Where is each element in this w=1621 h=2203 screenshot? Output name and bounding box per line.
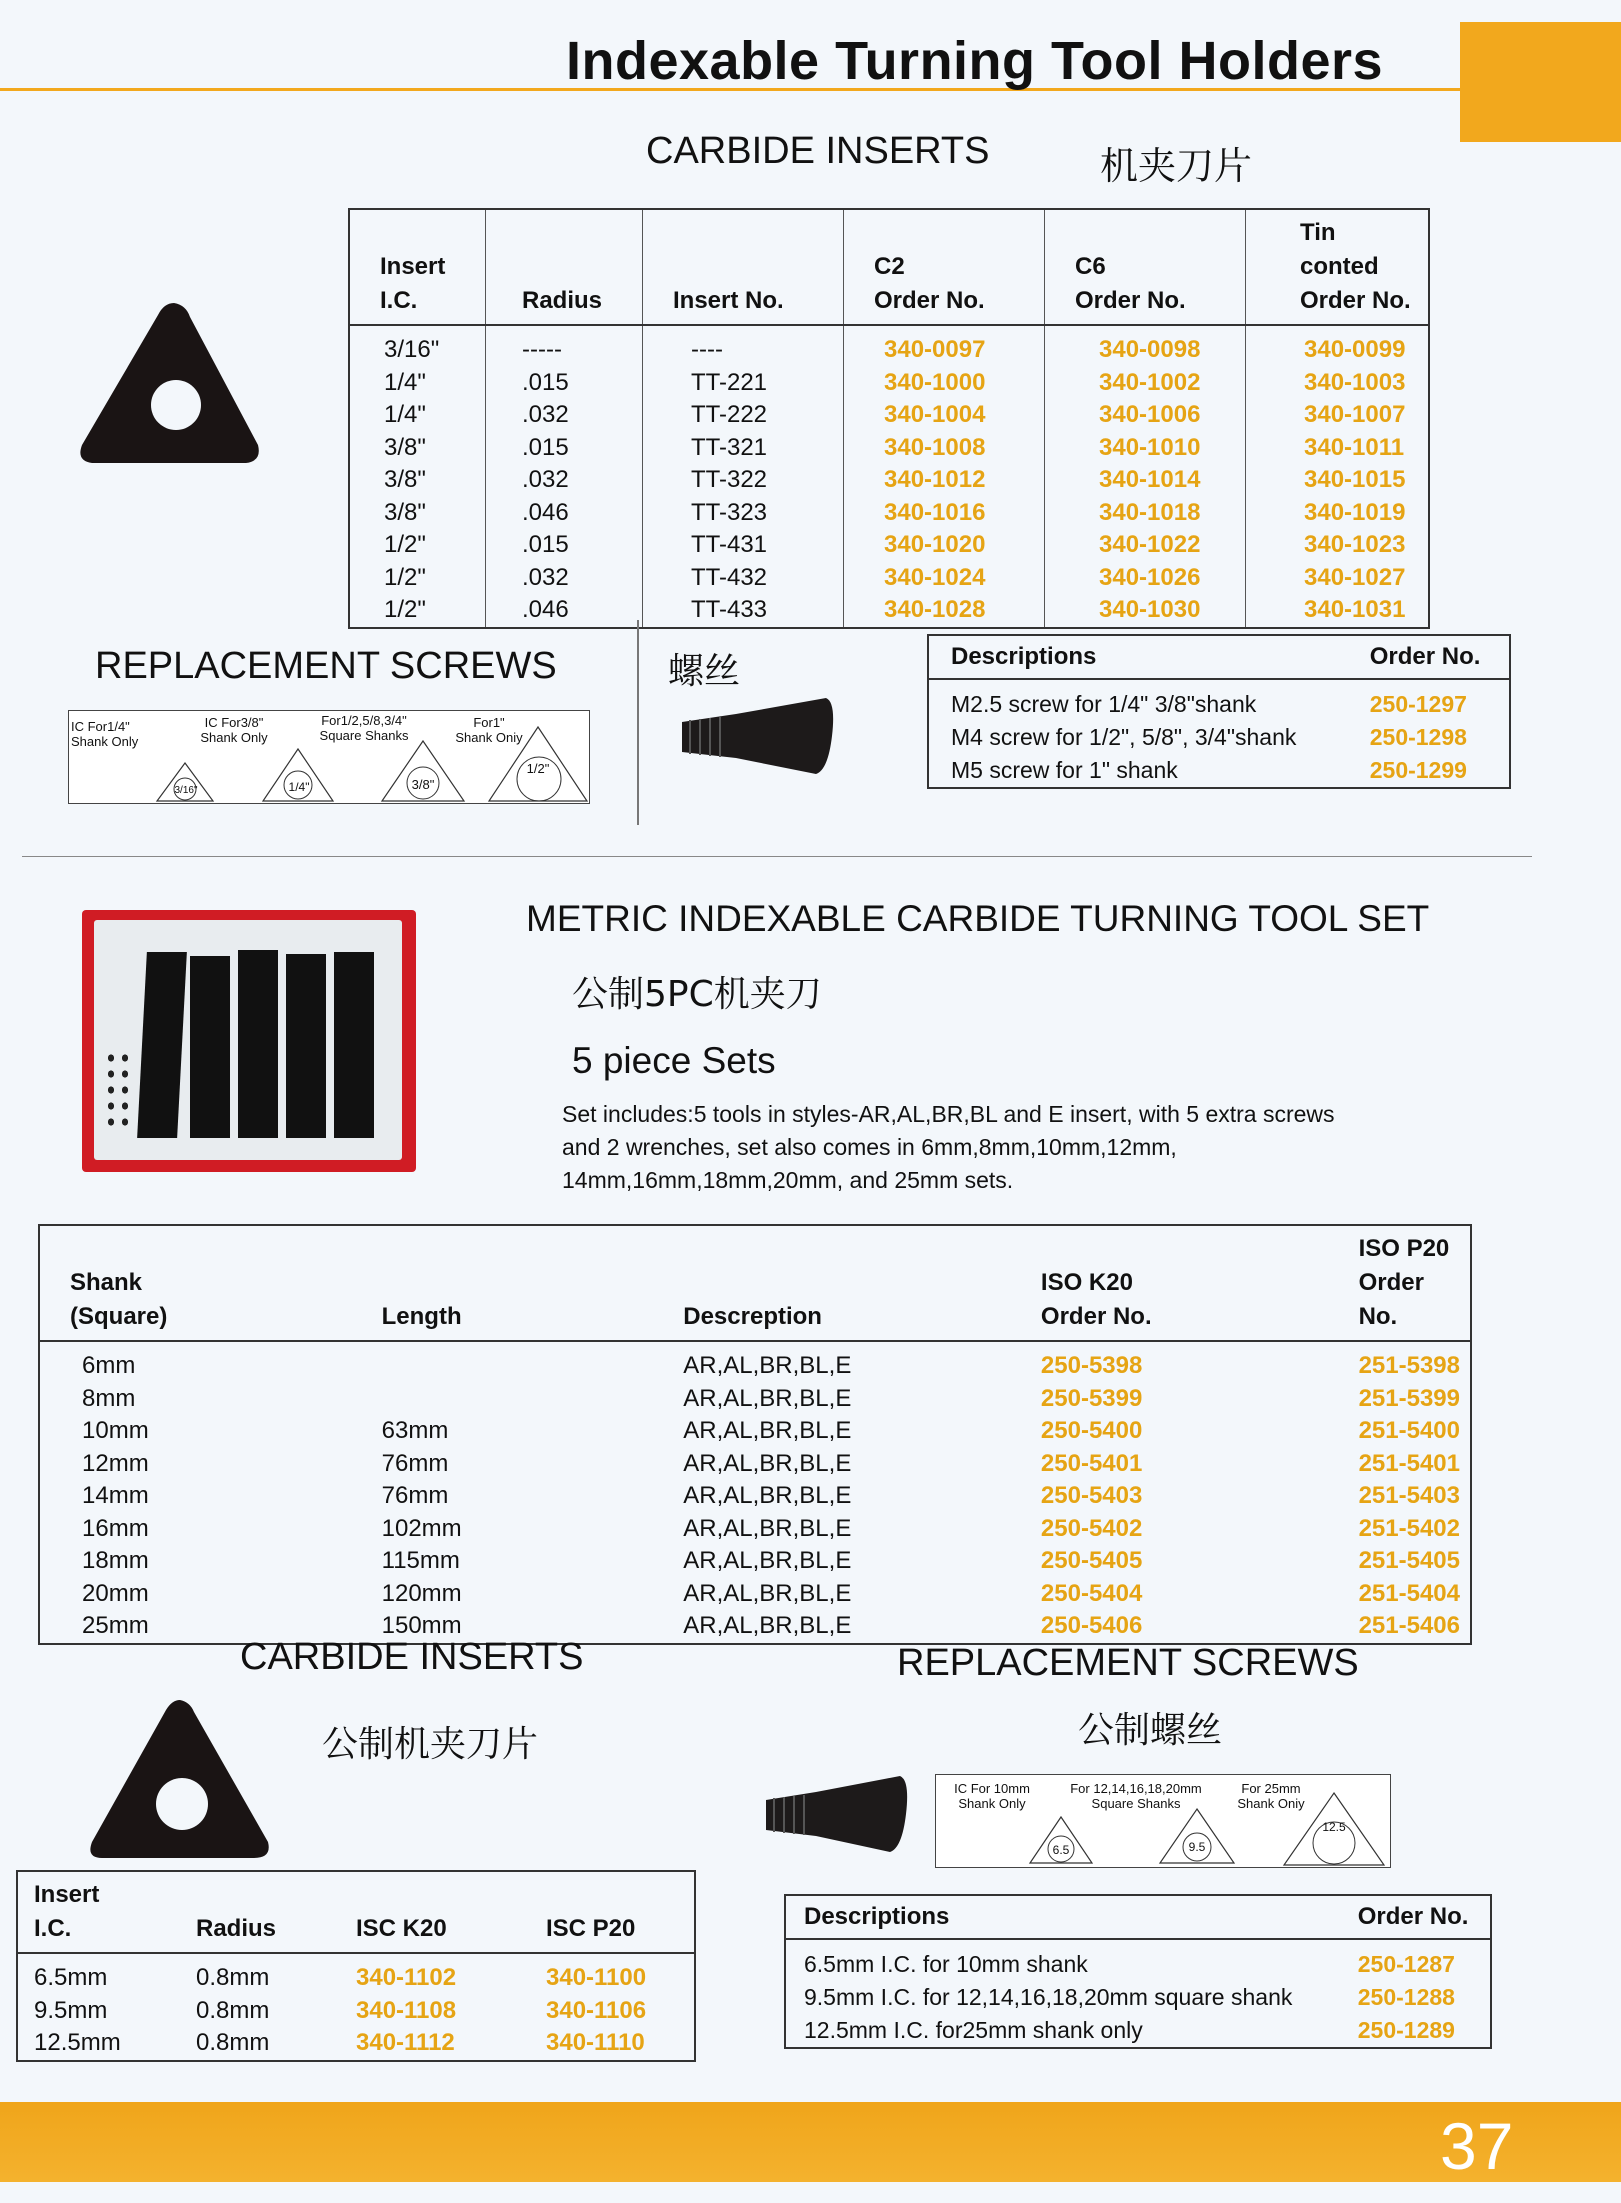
table-cell: 340-1007 [1304, 401, 1406, 428]
table-cell: 76mm [381, 1482, 449, 1509]
table-cell: 250-5403 [1040, 1482, 1143, 1509]
col-insert-ic: Insert I.C. [17, 1871, 186, 1953]
table-cell: 340-1004 [844, 399, 1045, 432]
table-cell: TT-322 [643, 464, 844, 497]
table-cell: 102mm [381, 1514, 462, 1542]
tri-label-2: 9.5 [1188, 1840, 1206, 1854]
table-cell [350, 1341, 644, 1383]
table-cell: 251-5399 [1358, 1384, 1460, 1412]
col-tin: Tin conted Order No. [1246, 209, 1430, 325]
col-descriptions: Descriptions [928, 635, 1360, 679]
table-cell: 340-1015 [1304, 466, 1406, 493]
table-cell: AR,AL,BR,BL,E [683, 1514, 852, 1542]
table-cell: 9.5mm I.C. for 12,14,16,18,20mm square shank [804, 1984, 1293, 2010]
table-cell: 251-5401 [1358, 1449, 1460, 1477]
table-cell: AR,AL,BR,BL,E [683, 1612, 852, 1639]
table-cell: .046 [486, 594, 643, 628]
carbide-inserts-table [348, 208, 1430, 629]
table-row [785, 2014, 1491, 2048]
tool-set-table [38, 1224, 1472, 1645]
table-header-row [17, 1871, 695, 1953]
table-header-row [928, 635, 1510, 679]
tool-set-subtitle: 5 piece Sets [572, 1040, 776, 1081]
tool-set-description: Set includes:5 tools in styles-AR,AL,BR,BL and E insert, with 5 extra screws and 2 wrenches, set also comes in 6mm,8mm,10mm,12mm, 14mm,16mm,18mm,20mm, and 25mm sets. [562, 1101, 1335, 1193]
col-iso-k20: ISO K20 Order No. [1011, 1225, 1329, 1341]
table-cell: 250-5402 [1040, 1514, 1143, 1542]
tri-label-4: 1/2" [526, 761, 550, 776]
table-cell: TT-431 [643, 529, 844, 562]
table-cell: 340-1000 [844, 367, 1045, 400]
table-cell: 115mm [381, 1547, 460, 1574]
table-cell: 250-1297 [1369, 691, 1467, 717]
table-cell: ---- [643, 325, 844, 367]
table-cell: 14mm [82, 1482, 149, 1509]
table-cell: 251-5406 [1358, 1612, 1460, 1639]
table-header-row [349, 209, 1429, 325]
table-cell: 250-5406 [1040, 1612, 1143, 1639]
table-cell: 251-5398 [1358, 1352, 1460, 1379]
table-cell: 25mm [82, 1612, 149, 1639]
table-cell: 340-1024 [844, 562, 1045, 595]
table-cell: 3/8" [349, 464, 486, 497]
table-cell: 340-1106 [546, 1996, 647, 2024]
table-cell: ----- [486, 325, 643, 367]
table-cell: 340-0097 [844, 325, 1045, 367]
table-cell: 340-0099 [1304, 336, 1406, 363]
table-cell: 251-5404 [1358, 1579, 1460, 1607]
col-order-no: Order No. [1360, 635, 1510, 679]
table-row [17, 2027, 695, 2061]
table-cell: 340-1100 [546, 1964, 647, 1991]
table-cell: TT-221 [643, 367, 844, 400]
table-cell: 1/2" [349, 594, 486, 628]
col-isc-k20: ISC K20 [346, 1871, 536, 1953]
table-cell: 3/8" [349, 432, 486, 465]
table-cell: 10mm [82, 1417, 149, 1444]
table-cell: .032 [486, 562, 643, 595]
table-row [349, 464, 1429, 497]
table-row [928, 754, 1510, 788]
table-cell: 1/2" [349, 562, 486, 595]
col-order-no: Order No. [1348, 1895, 1491, 1939]
table-cell: 18mm [82, 1547, 149, 1574]
table-cell: 120mm [381, 1579, 462, 1607]
col-shank: Shank (Square) [39, 1225, 350, 1341]
table-row [928, 679, 1510, 721]
table-cell: 340-1023 [1304, 531, 1406, 558]
section-divider-vertical [637, 620, 639, 825]
tri-label-2: 1/4" [288, 780, 310, 794]
table-cell: AR,AL,BR,BL,E [683, 1384, 852, 1412]
page-number: 37 [1440, 2109, 1514, 2183]
table-cell: 250-5399 [1040, 1384, 1143, 1412]
replacement-screws-title: REPLACEMENT SCREWS [95, 645, 557, 687]
table-cell: M4 screw for 1/2", 5/8", 3/4"shank [951, 724, 1297, 750]
diagram-label-2: For 12,14,16,18,20mm Square Shanks [1070, 1781, 1202, 1811]
carbide-inserts-title-cn: 机夹刀片 [1100, 144, 1253, 188]
table-cell: 3/8" [349, 497, 486, 530]
table-cell: 16mm [82, 1514, 149, 1542]
table-cell: .015 [486, 529, 643, 562]
tool-set-title: METRIC INDEXABLE CARBIDE TURNING TOOL SET [526, 898, 1430, 939]
table-cell: 6.5mm I.C. for 10mm shank [804, 1951, 1088, 1977]
table-cell: 250-1298 [1369, 724, 1467, 750]
table-cell: 63mm [381, 1417, 449, 1444]
triangle-insert-icon [78, 1694, 278, 1864]
table-row [785, 1981, 1491, 2014]
table-cell: .046 [486, 497, 643, 530]
table-row [349, 399, 1429, 432]
screw-icon [760, 1772, 910, 1858]
table-row [39, 1480, 1471, 1513]
table-cell: 76mm [381, 1449, 449, 1477]
table-header-row [785, 1895, 1491, 1939]
table-cell: 340-1003 [1304, 368, 1406, 396]
tri-label-3: 12.5 [1322, 1820, 1346, 1834]
table-row [349, 432, 1429, 465]
table-cell: 340-1020 [844, 529, 1045, 562]
table-cell: 340-1108 [356, 1996, 457, 2024]
table-cell: 340-1014 [1045, 464, 1246, 497]
table-cell: .015 [486, 432, 643, 465]
col-radius: Radius [486, 209, 643, 325]
table-cell: 0.8mm [196, 1964, 270, 1991]
table-row [349, 562, 1429, 595]
table-cell: 340-1010 [1045, 432, 1246, 465]
table-cell: 340-1110 [546, 2029, 645, 2056]
table-cell: 340-1022 [1045, 529, 1246, 562]
diagram-label-3: For 25mm Shank Oniy [1237, 1781, 1305, 1811]
metric-inserts-title-cn: 公制机夹刀片 [322, 1724, 539, 1765]
table-cell: 340-1011 [1304, 433, 1405, 461]
page-title: Indexable Turning Tool Holders [566, 31, 1384, 91]
table-cell: AR,AL,BR,BL,E [683, 1547, 852, 1574]
table-cell: 150mm [381, 1612, 462, 1639]
tri-label-3: 3/8" [411, 777, 435, 792]
tri-label-1: 3/16" [174, 785, 198, 796]
table-cell: 340-1026 [1045, 562, 1246, 595]
table-cell [350, 1383, 644, 1416]
table-cell: 340-1019 [1304, 498, 1406, 526]
table-cell: 340-1112 [356, 2029, 455, 2056]
table-cell: AR,AL,BR,BL,E [683, 1352, 852, 1379]
table-row [349, 367, 1429, 400]
table-cell: 250-1288 [1357, 1984, 1455, 2010]
tri-label-1: 6.5 [1052, 1843, 1070, 1857]
replacement-screws-title-cn: 螺丝 [668, 651, 741, 692]
screw-size-diagram [68, 710, 590, 804]
table-cell: 250-1289 [1357, 2017, 1455, 2043]
metric-screw-size-diagram [935, 1774, 1391, 1868]
tool-set-title-cn: 公制5PC机夹刀 [572, 974, 822, 1015]
table-row [17, 1953, 695, 1995]
screws-table [927, 634, 1511, 789]
metric-screws-title-cn: 公制螺丝 [1078, 1710, 1223, 1751]
table-cell: 6mm [82, 1352, 136, 1379]
table-cell: 251-5402 [1358, 1514, 1460, 1542]
table-cell: TT-321 [643, 432, 844, 465]
table-cell: 1/4" [349, 367, 486, 400]
table-row [39, 1383, 1471, 1416]
table-row [349, 529, 1429, 562]
col-radius: Radius [186, 1871, 346, 1953]
col-insert-no: Insert No. [643, 209, 844, 325]
triangle-insert-icon [70, 295, 270, 475]
table-cell: 340-1016 [844, 497, 1045, 530]
section-divider [22, 856, 1532, 857]
table-cell: .032 [486, 464, 643, 497]
table-row [785, 1939, 1491, 1981]
header-accent-block [1460, 22, 1621, 142]
metric-screws-table [784, 1894, 1492, 2049]
table-cell: 20mm [82, 1579, 149, 1607]
col-descreption: Descreption [643, 1225, 1011, 1341]
table-cell: 250-1299 [1369, 757, 1467, 783]
table-cell: 8mm [82, 1384, 136, 1412]
table-row [928, 721, 1510, 754]
col-c6: C6 Order No. [1045, 209, 1246, 325]
screw-triangle-large-icon [380, 739, 466, 803]
table-row [349, 594, 1429, 628]
table-row [39, 1578, 1471, 1611]
table-cell: 340-1031 [1304, 596, 1406, 623]
table-cell: 9.5mm [34, 1996, 108, 2024]
diagram-label-4: For1" Shank Oniy [455, 715, 523, 745]
table-cell: 251-5400 [1358, 1417, 1460, 1444]
table-cell: 340-1102 [356, 1964, 457, 1991]
table-cell: 250-5405 [1040, 1547, 1143, 1574]
table-cell: 340-1030 [1045, 594, 1246, 628]
table-row [39, 1415, 1471, 1448]
table-cell: 340-1028 [844, 594, 1045, 628]
tool-set-case-image [82, 910, 416, 1172]
table-cell: 0.8mm [196, 1996, 270, 2024]
table-cell: M5 screw for 1" shank [951, 757, 1178, 783]
table-cell: 251-5405 [1358, 1547, 1460, 1574]
diagram-label-2: IC For3/8" Shank Only [200, 715, 268, 745]
table-cell: M2.5 screw for 1/4" 3/8"shank [951, 691, 1257, 717]
col-descriptions: Descriptions [785, 1895, 1348, 1939]
col-c2: C2 Order No. [844, 209, 1045, 325]
table-cell: 340-0098 [1045, 325, 1246, 367]
diagram-label-1: IC For 10mm Shank Only [954, 1781, 1030, 1811]
table-row [39, 1448, 1471, 1481]
carbide-inserts-title: CARBIDE INSERTS [646, 130, 990, 172]
metric-inserts-table [16, 1870, 696, 2062]
table-cell: AR,AL,BR,BL,E [683, 1482, 852, 1509]
table-cell: 12.5mm [34, 2029, 121, 2056]
table-cell: 250-5404 [1040, 1579, 1143, 1607]
diagram-label-1: IC For1/4" Shank Only [71, 719, 139, 749]
table-row [17, 1995, 695, 2028]
table-cell: 12.5mm I.C. for25mm shank only [804, 2017, 1143, 2043]
table-cell: .032 [486, 399, 643, 432]
table-cell: 340-1012 [844, 464, 1045, 497]
table-cell: 250-1287 [1357, 1951, 1455, 1977]
table-cell: 340-1008 [844, 432, 1045, 465]
table-cell: 6.5mm [34, 1964, 108, 1991]
table-cell: AR,AL,BR,BL,E [683, 1579, 852, 1607]
diagram-label-3: For1/2,5/8,3/4" Square Shanks [319, 713, 409, 743]
table-cell: 340-1018 [1045, 497, 1246, 530]
table-cell: AR,AL,BR,BL,E [683, 1417, 852, 1444]
table-row [349, 497, 1429, 530]
footer-bar [0, 2102, 1621, 2182]
col-isc-p20: ISC P20 [536, 1871, 695, 1953]
table-cell: 251-5403 [1358, 1482, 1460, 1509]
table-cell: 250-5401 [1040, 1449, 1143, 1477]
table-cell: TT-433 [643, 594, 844, 628]
metric-inserts-title: CARBIDE INSERTS [240, 1636, 584, 1678]
table-row [39, 1513, 1471, 1546]
table-cell: 0.8mm [196, 2029, 270, 2056]
table-cell: TT-222 [643, 399, 844, 432]
table-cell: TT-432 [643, 562, 844, 595]
table-row [39, 1545, 1471, 1578]
table-row [349, 325, 1429, 367]
metric-screws-title: REPLACEMENT SCREWS [897, 1642, 1359, 1684]
table-cell: 340-1002 [1045, 367, 1246, 400]
screw-triangle-medium-icon [1158, 1807, 1236, 1865]
table-cell: 340-1027 [1304, 563, 1406, 591]
table-cell: 1/2" [349, 529, 486, 562]
table-cell: 12mm [82, 1449, 149, 1477]
table-header-row [39, 1225, 1471, 1341]
table-cell: 1/4" [349, 399, 486, 432]
table-cell: .015 [486, 367, 643, 400]
table-cell: AR,AL,BR,BL,E [683, 1449, 852, 1477]
col-iso-p20: ISO P20 Order No. [1329, 1225, 1471, 1341]
col-insert-ic: Insert I.C. [349, 209, 486, 325]
table-row [39, 1341, 1471, 1383]
table-cell: TT-323 [643, 497, 844, 530]
table-cell: 250-5400 [1040, 1417, 1143, 1444]
table-cell: 3/16" [349, 325, 486, 367]
table-cell: 250-5398 [1040, 1352, 1143, 1379]
table-cell: 340-1006 [1045, 399, 1246, 432]
screw-icon [676, 692, 836, 782]
col-length: Length [350, 1225, 644, 1341]
